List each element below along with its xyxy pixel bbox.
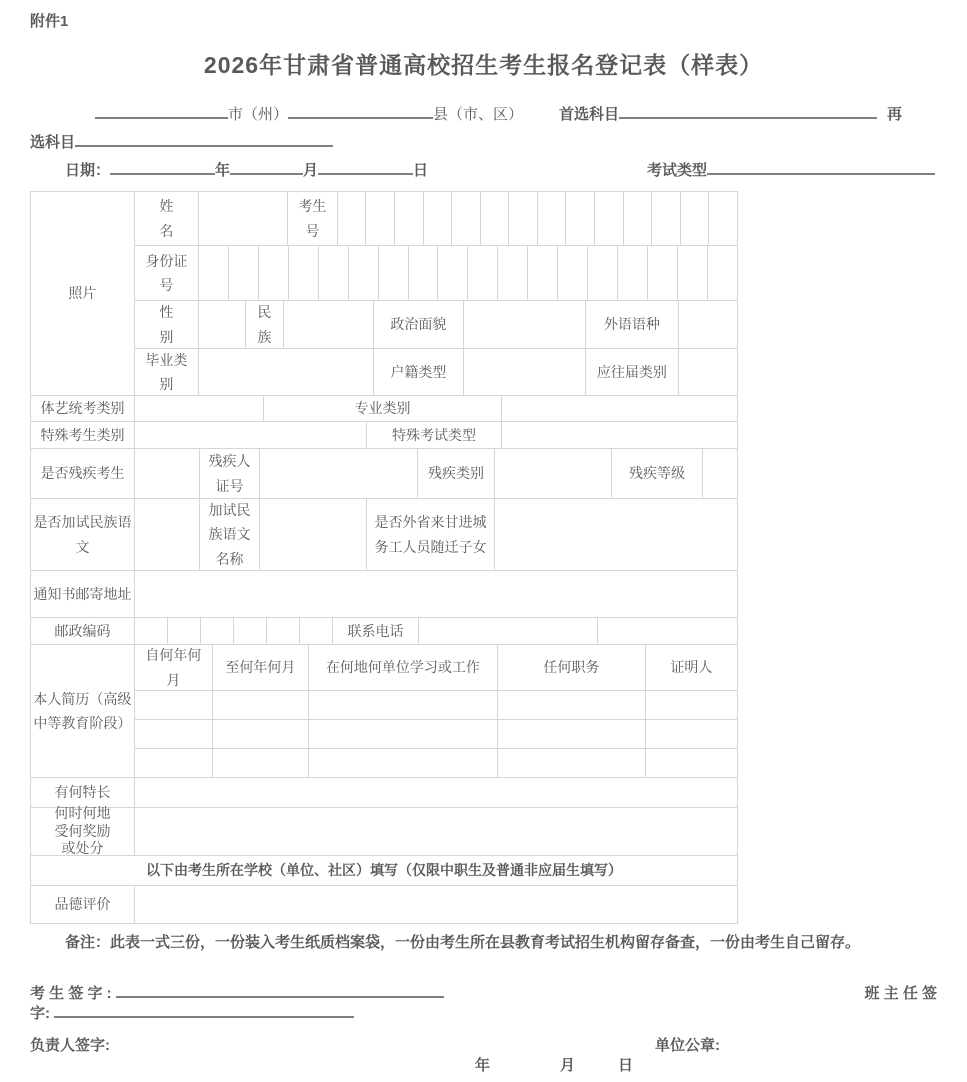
digit-box <box>528 246 558 301</box>
resume-where-header-cell: 在何地何单位学习或工作 <box>309 645 498 691</box>
digit-box <box>468 246 498 301</box>
digit-box <box>379 246 409 301</box>
digit-box <box>452 192 481 246</box>
digit-box <box>498 246 528 301</box>
digit-box <box>481 192 510 246</box>
contact-phone-label-cell: 联系电话 <box>333 618 419 645</box>
digit-box <box>708 246 738 301</box>
resume-cell <box>646 691 738 720</box>
sports-arts-label-cell: 体艺统考类别 <box>31 396 135 422</box>
political-status-label-cell: 政治面貌 <box>374 301 464 349</box>
school-fill-notice: 以下由考生所在学校（单位、社区）填写（仅限中职生及普通非应届生填写） <box>31 856 738 886</box>
header-line-city <box>30 104 937 126</box>
digit-box <box>168 618 201 645</box>
city-suffix-label: 市（州） <box>228 106 289 123</box>
digit-box <box>201 618 234 645</box>
resume-reference-header-cell: 证明人 <box>646 645 738 691</box>
re-subject-label: 选科目 <box>30 134 76 151</box>
resume-cell <box>213 720 309 749</box>
resume-position-header-cell: 任何职务 <box>498 645 646 691</box>
is-disabled-value-cell <box>135 449 200 499</box>
migrant-children-label-cell: 是否外省来甘进城务工人员随迁子女 <box>367 499 495 571</box>
candidate-no-boxes <box>338 192 738 246</box>
digit-box <box>199 246 229 301</box>
mailing-address-label-cell: 通知书邮寄地址 <box>31 571 135 618</box>
teacher-sign-line <box>54 1004 354 1018</box>
resume-cell <box>309 691 498 720</box>
digit-box <box>618 246 648 301</box>
resume-cell <box>135 691 213 720</box>
gender-value-cell <box>199 301 246 349</box>
sign-year-label: 年 <box>475 1057 491 1074</box>
candidate-sign-label: 考 生 签 字 : <box>30 985 112 1002</box>
specialty-value-cell <box>135 778 738 808</box>
ethnic-lang-name-value-cell <box>260 499 367 571</box>
digit-box <box>438 246 468 301</box>
city-blank-line <box>95 105 228 119</box>
migrant-children-value-cell <box>495 499 738 571</box>
rewards-value-cell <box>135 808 738 856</box>
first-subject-label: 首选科目 <box>559 106 620 123</box>
resume-cell <box>309 749 498 778</box>
responsible-sign-label: 负责人签字: <box>30 1037 110 1054</box>
header-line-date <box>30 160 937 182</box>
re-subject-wrap-char: 再 <box>886 106 902 123</box>
graduation-category-value-cell <box>199 349 374 396</box>
digit-box <box>135 618 168 645</box>
date-year-blank <box>110 161 215 175</box>
name-label-cell: 姓名 <box>135 192 199 246</box>
disability-category-label-cell: 残疾类别 <box>418 449 495 499</box>
digit-box <box>566 192 595 246</box>
foreign-language-label-cell: 外语语种 <box>586 301 679 349</box>
disability-cert-label-cell: 残疾人证号 <box>200 449 260 499</box>
note-text: 备注：此表一式三份，一份装入考生纸质档案袋，一份由考生所在县教育考试招生机构留存备查，一份由考生自己留存。 <box>65 934 861 951</box>
ethnicity-label-cell: 民族 <box>246 301 284 349</box>
resume-label-cell: 本人简历（高级中等教育阶段） <box>31 645 135 778</box>
digit-box <box>424 192 453 246</box>
major-category-value-cell <box>502 396 738 422</box>
household-type-label-cell: 户籍类型 <box>374 349 464 396</box>
county-blank-line <box>288 105 433 119</box>
photo-cell: 照片 <box>31 192 135 396</box>
resume-cell <box>213 749 309 778</box>
exam-type-label: 考试类型 <box>646 162 707 179</box>
date-day-label: 日 <box>413 162 429 179</box>
resume-row-2 <box>135 720 738 749</box>
ethnic-lang-name-label-cell: 加试民族语文名称 <box>200 499 260 571</box>
page-title: 2026年甘肃省普通高校招生考生报名登记表（样表） <box>203 52 764 78</box>
resume-row-1 <box>135 691 738 720</box>
official-seal-label: 单位公章: <box>655 1037 720 1054</box>
signature-section <box>30 982 937 1082</box>
digit-box <box>538 192 567 246</box>
contact-phone-value-cell <box>419 618 598 645</box>
digit-box <box>648 246 678 301</box>
digit-box <box>595 192 624 246</box>
resume-to-header-cell: 至何年何月 <box>213 645 309 691</box>
resume-cell <box>135 749 213 778</box>
ethnicity-value-cell <box>284 301 374 349</box>
digit-box <box>652 192 681 246</box>
resume-from-header-cell: 自何年何月 <box>135 645 213 691</box>
ethnic-lang-test-label-cell: 是否加试民族语文 <box>31 499 135 571</box>
digit-box <box>259 246 289 301</box>
exam-type-blank-line <box>707 161 935 175</box>
teacher-sign-label-wrap2: 字: <box>30 1005 50 1022</box>
digit-box <box>678 246 708 301</box>
ethnic-lang-test-value-cell <box>135 499 200 571</box>
digit-box <box>588 246 618 301</box>
digit-box <box>267 618 300 645</box>
date-month-blank <box>230 161 303 175</box>
digit-box <box>624 192 653 246</box>
digit-box <box>229 246 259 301</box>
household-type-value-cell <box>464 349 586 396</box>
digit-box <box>395 192 424 246</box>
resume-cell <box>213 691 309 720</box>
candidate-no-label-cell: 考生号 <box>288 192 338 246</box>
political-status-value-cell <box>464 301 586 349</box>
id-no-boxes <box>199 246 738 301</box>
digit-box <box>349 246 379 301</box>
moral-evaluation-value-cell <box>135 886 738 924</box>
header-line-resubject <box>30 132 937 154</box>
special-candidate-label-cell: 特殊考生类别 <box>31 422 135 449</box>
resume-cell <box>498 691 646 720</box>
resume-cell <box>498 720 646 749</box>
digit-box <box>319 246 349 301</box>
special-exam-type-value-cell <box>502 422 738 449</box>
resume-cell <box>135 720 213 749</box>
id-no-label-cell: 身份证号 <box>135 246 199 301</box>
special-exam-type-label-cell: 特殊考试类型 <box>367 422 502 449</box>
disability-grade-label-cell: 残疾等级 <box>612 449 703 499</box>
sign-month-label: 月 <box>560 1057 576 1074</box>
graduation-category-label-cell: 毕业类别 <box>135 349 199 396</box>
digit-box <box>709 192 738 246</box>
major-category-label-cell: 专业类别 <box>264 396 502 422</box>
county-suffix-label: 县（市、区） <box>433 106 524 123</box>
digit-box <box>289 246 319 301</box>
disability-cert-value-cell <box>260 449 418 499</box>
foreign-language-value-cell <box>679 301 738 349</box>
special-candidate-value-cell <box>135 422 367 449</box>
specialty-label-cell: 有何特长 <box>31 778 135 808</box>
date-label: 日期： <box>65 162 111 179</box>
postal-code-boxes <box>135 618 333 645</box>
digit-box <box>234 618 267 645</box>
sports-arts-value-cell <box>135 396 264 422</box>
sign-day-label: 日 <box>618 1057 634 1074</box>
registration-table <box>30 191 738 924</box>
current-former-label-cell: 应往届类别 <box>586 349 679 396</box>
teacher-sign-label-wrap1: 班 主 任 签 <box>864 985 937 1002</box>
digit-box <box>681 192 710 246</box>
disability-grade-value-cell <box>703 449 738 499</box>
attachment-label: 附件1 <box>30 13 69 30</box>
digit-box <box>558 246 588 301</box>
resume-cell <box>646 720 738 749</box>
candidate-sign-line <box>116 984 444 998</box>
date-month-label: 月 <box>303 162 319 179</box>
rewards-label-cell: 何时何地受何奖励或处分 <box>31 808 135 856</box>
first-subject-blank-line <box>619 105 877 119</box>
resume-cell <box>309 720 498 749</box>
re-subject-blank-line <box>75 133 333 147</box>
digit-box <box>366 192 395 246</box>
resume-cell <box>498 749 646 778</box>
current-former-value-cell <box>679 349 738 396</box>
postal-code-label-cell: 邮政编码 <box>31 618 135 645</box>
is-disabled-label-cell: 是否残疾考生 <box>31 449 135 499</box>
digit-box <box>509 192 538 246</box>
mailing-address-value-cell <box>135 571 738 618</box>
digit-box <box>300 618 333 645</box>
gender-label-cell: 性别 <box>135 301 199 349</box>
date-year-label: 年 <box>215 162 231 179</box>
disability-category-value-cell <box>495 449 612 499</box>
resume-row-3 <box>135 749 738 778</box>
digit-box <box>338 192 367 246</box>
contact-phone-value-cell-2 <box>598 618 738 645</box>
name-value-cell <box>199 192 288 246</box>
resume-cell <box>646 749 738 778</box>
digit-box <box>409 246 439 301</box>
moral-evaluation-label-cell: 品德评价 <box>31 886 135 924</box>
date-day-blank <box>318 161 413 175</box>
